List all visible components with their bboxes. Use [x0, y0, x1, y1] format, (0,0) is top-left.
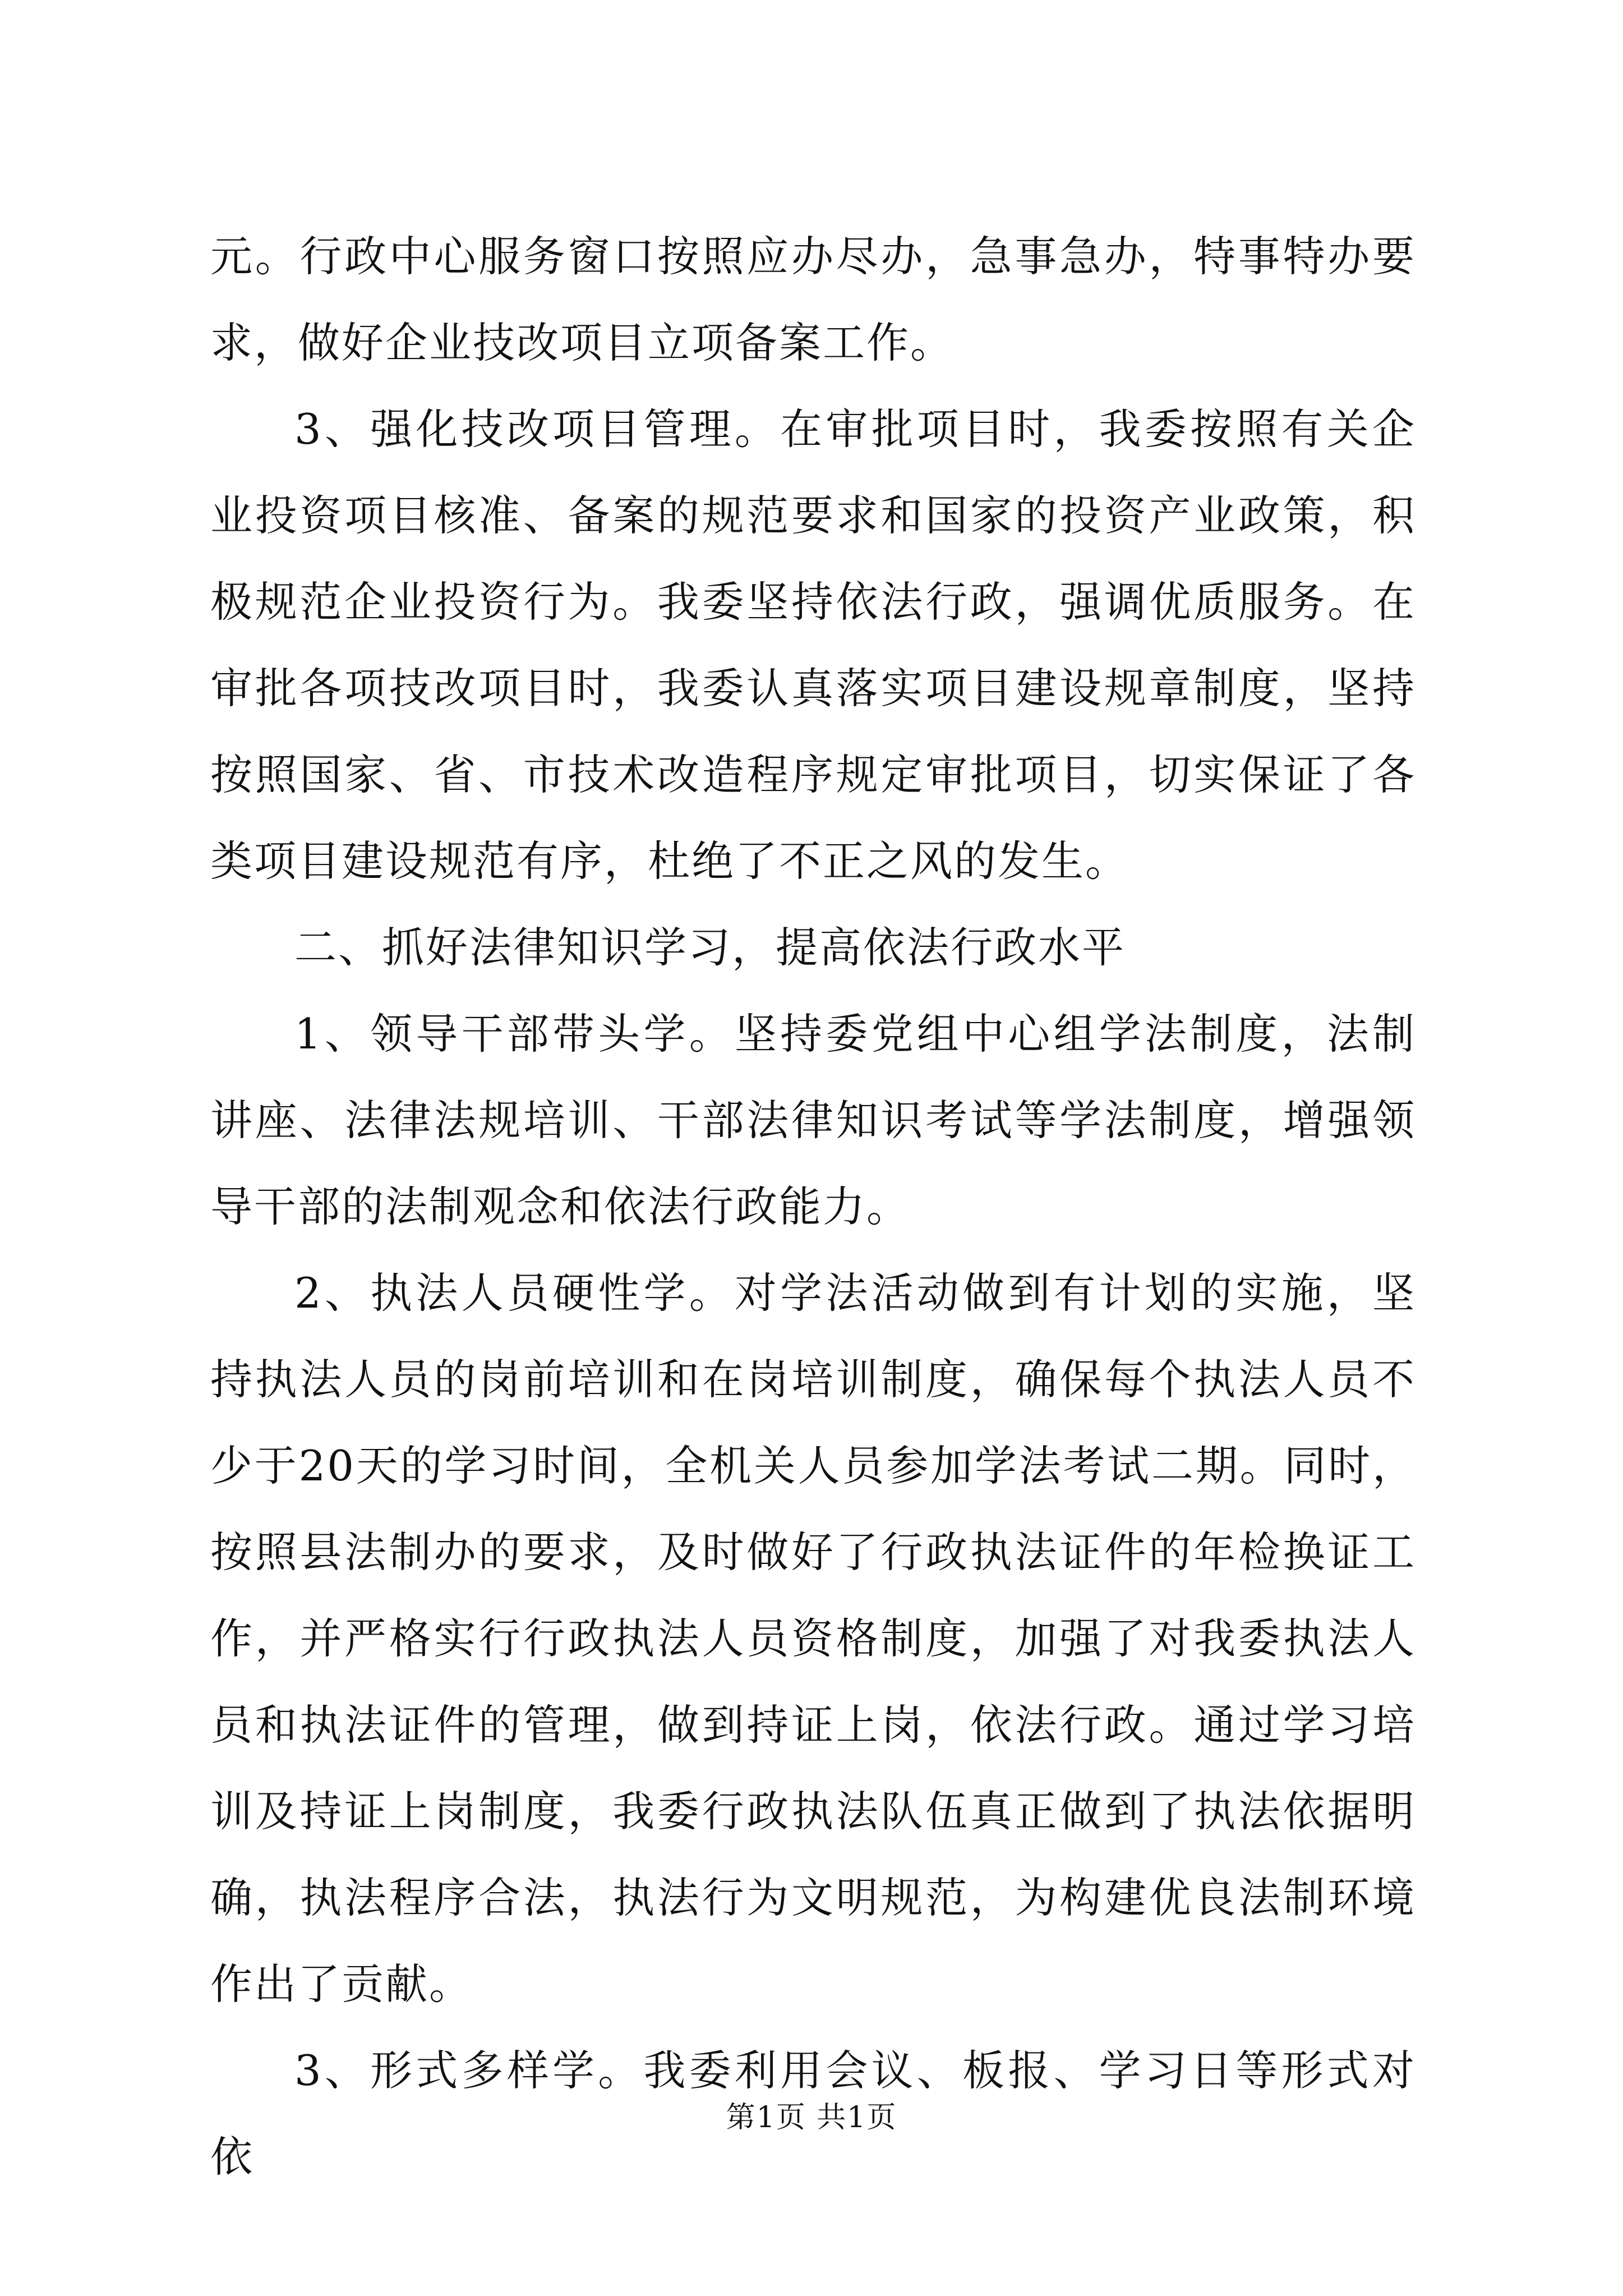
paragraph-enforcement-staff-study: 2、执法人员硬性学。对学法活动做到有计划的实施，坚持执法人员的岗前培训和在岗培训制度，确保每个执法人员不少于20天的学习时间，全机关人员参加学法考试二期。同时，按照县法制办的要求，及时做好了行政执法证件的年检换证工作，并严格实行行政执法人员资格制度，加强了对我委执法人员和执法证件的管理，做到持证上岗，依法行政。通过学习培训及持证上岗制度，我委行政执法队伍真正做到了执法依据明确，执法程序合法，执法行为文明规范，为构建优良法制环境作出了贡献。: [210, 1268, 1416, 2009]
paragraph-continuation: 元。行政中心服务窗口按照应办尽办，急事急办，特事特办要求，做好企业技改项目立项备案工作。: [210, 232, 1416, 367]
paragraph-project-management: 3、强化技改项目管理。在审批项目时，我委按照有关企业投资项目核准、备案的规范要求和国家的投资产业政策，积极规范企业投资行为。我委坚持依法行政，强调优质服务。在审批各项技改项目时，我委认真落实项目建设规章制度，坚持按照国家、省、市技术改造程序规定审批项目，切实保证了各类项目建设规范有序，杜绝了不正之风的发生。: [210, 404, 1416, 886]
paragraph-diverse-study: 3、形式多样学。我委利用会议、板报、学习日等形式对依: [210, 2046, 1416, 2182]
document-body: [210, 213, 1416, 2200]
section-heading-law-study: 二、抓好法律知识学习，提高依法行政水平: [294, 923, 1126, 972]
paragraph-leaders-study: 1、领导干部带头学。坚持委党组中心组学法制度，法制讲座、法律法规培训、干部法律知识考试等学法制度，增强领导干部的法制观念和依法行政能力。: [210, 1009, 1416, 1231]
page-footer: 第1页 共1页: [726, 2101, 897, 2134]
